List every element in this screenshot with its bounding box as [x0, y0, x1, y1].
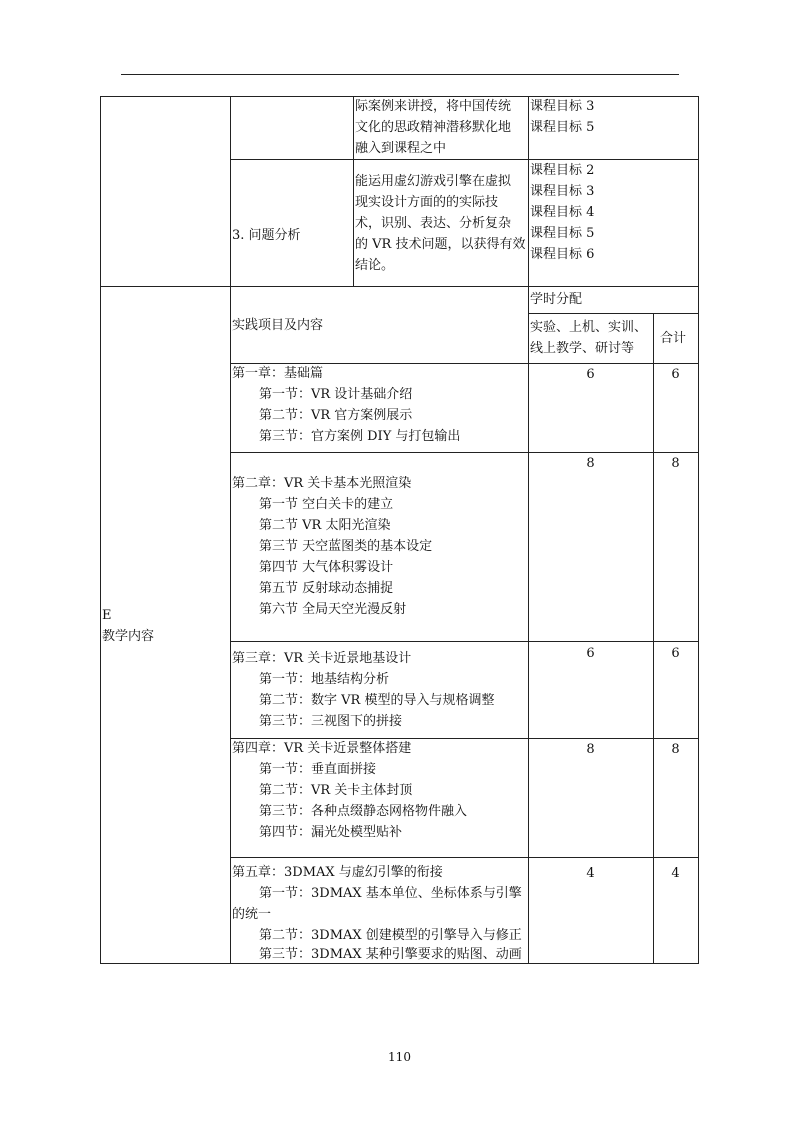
chapter-section: 的统一 — [232, 907, 272, 922]
row2-content-line: 能运用虚幻游戏引擎在虚拟 — [355, 174, 512, 189]
chapter-title: 第五章：3DMAX 与虚幻引擎的衔接 — [232, 865, 443, 880]
chapter-section: 第三节：三视图下的拼接 — [259, 714, 403, 729]
row2-content-line: 术，识别、表达、分析复杂 — [355, 216, 512, 231]
practice-hours: 4 — [586, 866, 595, 881]
goal-item: 课程目标 4 — [530, 205, 595, 220]
goal-item: 课程目标 5 — [530, 120, 595, 135]
section-label-code: E — [102, 608, 112, 623]
row2-content-line: 的 VR 技术问题，以获得有效 — [355, 237, 526, 252]
goal-item: 课程目标 5 — [530, 226, 595, 241]
chapter-section: 第一节：3DMAX 基本单位、坐标体系与引擎 — [259, 886, 522, 901]
chapter-section: 第三节：各种点缀静态网格物件融入 — [259, 804, 468, 819]
header-practice: 实验、上机、实训、 — [530, 320, 648, 335]
chapter-section: 第六节 全局天空光漫反射 — [259, 602, 407, 617]
chapter-section: 第五节 反射球动态捕捉 — [259, 581, 394, 596]
total-hours: 8 — [671, 456, 680, 471]
chapter-section: 第三节 天空蓝图类的基本设定 — [259, 539, 433, 554]
header-hours: 学时分配 — [530, 292, 583, 307]
row1-content-line: 文化的思政精神潜移默化地 — [355, 120, 512, 135]
chapter-title: 第一章：基础篇 — [232, 366, 324, 381]
chapter-section: 第二节 VR 太阳光渲染 — [259, 518, 391, 533]
practice-hours: 8 — [586, 456, 595, 471]
total-hours: 6 — [671, 367, 680, 382]
chapter-section: 第二节：3DMAX 创建模型的引擎导入与修正 — [259, 928, 522, 943]
header-practice: 线上教学、研讨等 — [530, 341, 635, 356]
row1-content-line: 际案例来讲授，将中国传统 — [355, 99, 512, 114]
goal-item: 课程目标 2 — [530, 163, 595, 178]
practice-hours: 6 — [586, 646, 595, 661]
row2-content-line: 结论。 — [355, 258, 395, 273]
chapter-title: 第二章：VR 关卡基本光照渲染 — [232, 476, 412, 491]
chapter-section: 第四节 大气体积雾设计 — [259, 560, 394, 575]
chapter-title: 第四章：VR 关卡近景整体搭建 — [232, 741, 412, 756]
page-number: 110 — [388, 1050, 411, 1064]
goal-item: 课程目标 3 — [530, 99, 595, 114]
goal-item: 课程目标 6 — [530, 247, 595, 262]
goal-item: 课程目标 3 — [530, 184, 595, 199]
practice-hours: 8 — [586, 742, 595, 757]
chapter-section: 第四节：漏光处模型贴补 — [259, 825, 403, 840]
row2-content-line: 现实设计方面的的实际技 — [355, 195, 499, 210]
header-total: 合计 — [660, 331, 687, 346]
practice-hours: 6 — [586, 367, 595, 382]
chapter-section: 第一节 空白关卡的建立 — [259, 497, 394, 512]
chapter-section: 第三节：3DMAX 某种引擎要求的贴图、动画 — [259, 947, 522, 962]
chapter-section: 第一节：地基结构分析 — [259, 672, 390, 687]
chapter-title: 第三章：VR 关卡近景地基设计 — [232, 651, 412, 666]
total-hours: 4 — [671, 866, 680, 881]
chapter-section: 第二节：VR 官方案例展示 — [259, 408, 413, 423]
chapter-section: 第二节：数字 VR 模型的导入与规格调整 — [259, 693, 495, 708]
row1-content-line: 融入到课程之中 — [355, 141, 447, 156]
chapter-section: 第三节：官方案例 DIY 与打包输出 — [259, 429, 461, 444]
total-hours: 8 — [671, 742, 680, 757]
total-hours: 6 — [671, 646, 680, 661]
chapter-section: 第二节：VR 关卡主体封顶 — [259, 783, 413, 798]
header-rule — [121, 74, 679, 75]
section-label: 教学内容 — [102, 629, 155, 644]
header-project: 实践项目及内容 — [232, 318, 324, 333]
chapter-section: 第一节：VR 设计基础介绍 — [259, 387, 413, 402]
chapter-section: 第一节：垂直面拼接 — [259, 762, 377, 777]
row2-requirement: 3. 问题分析 — [232, 228, 301, 243]
